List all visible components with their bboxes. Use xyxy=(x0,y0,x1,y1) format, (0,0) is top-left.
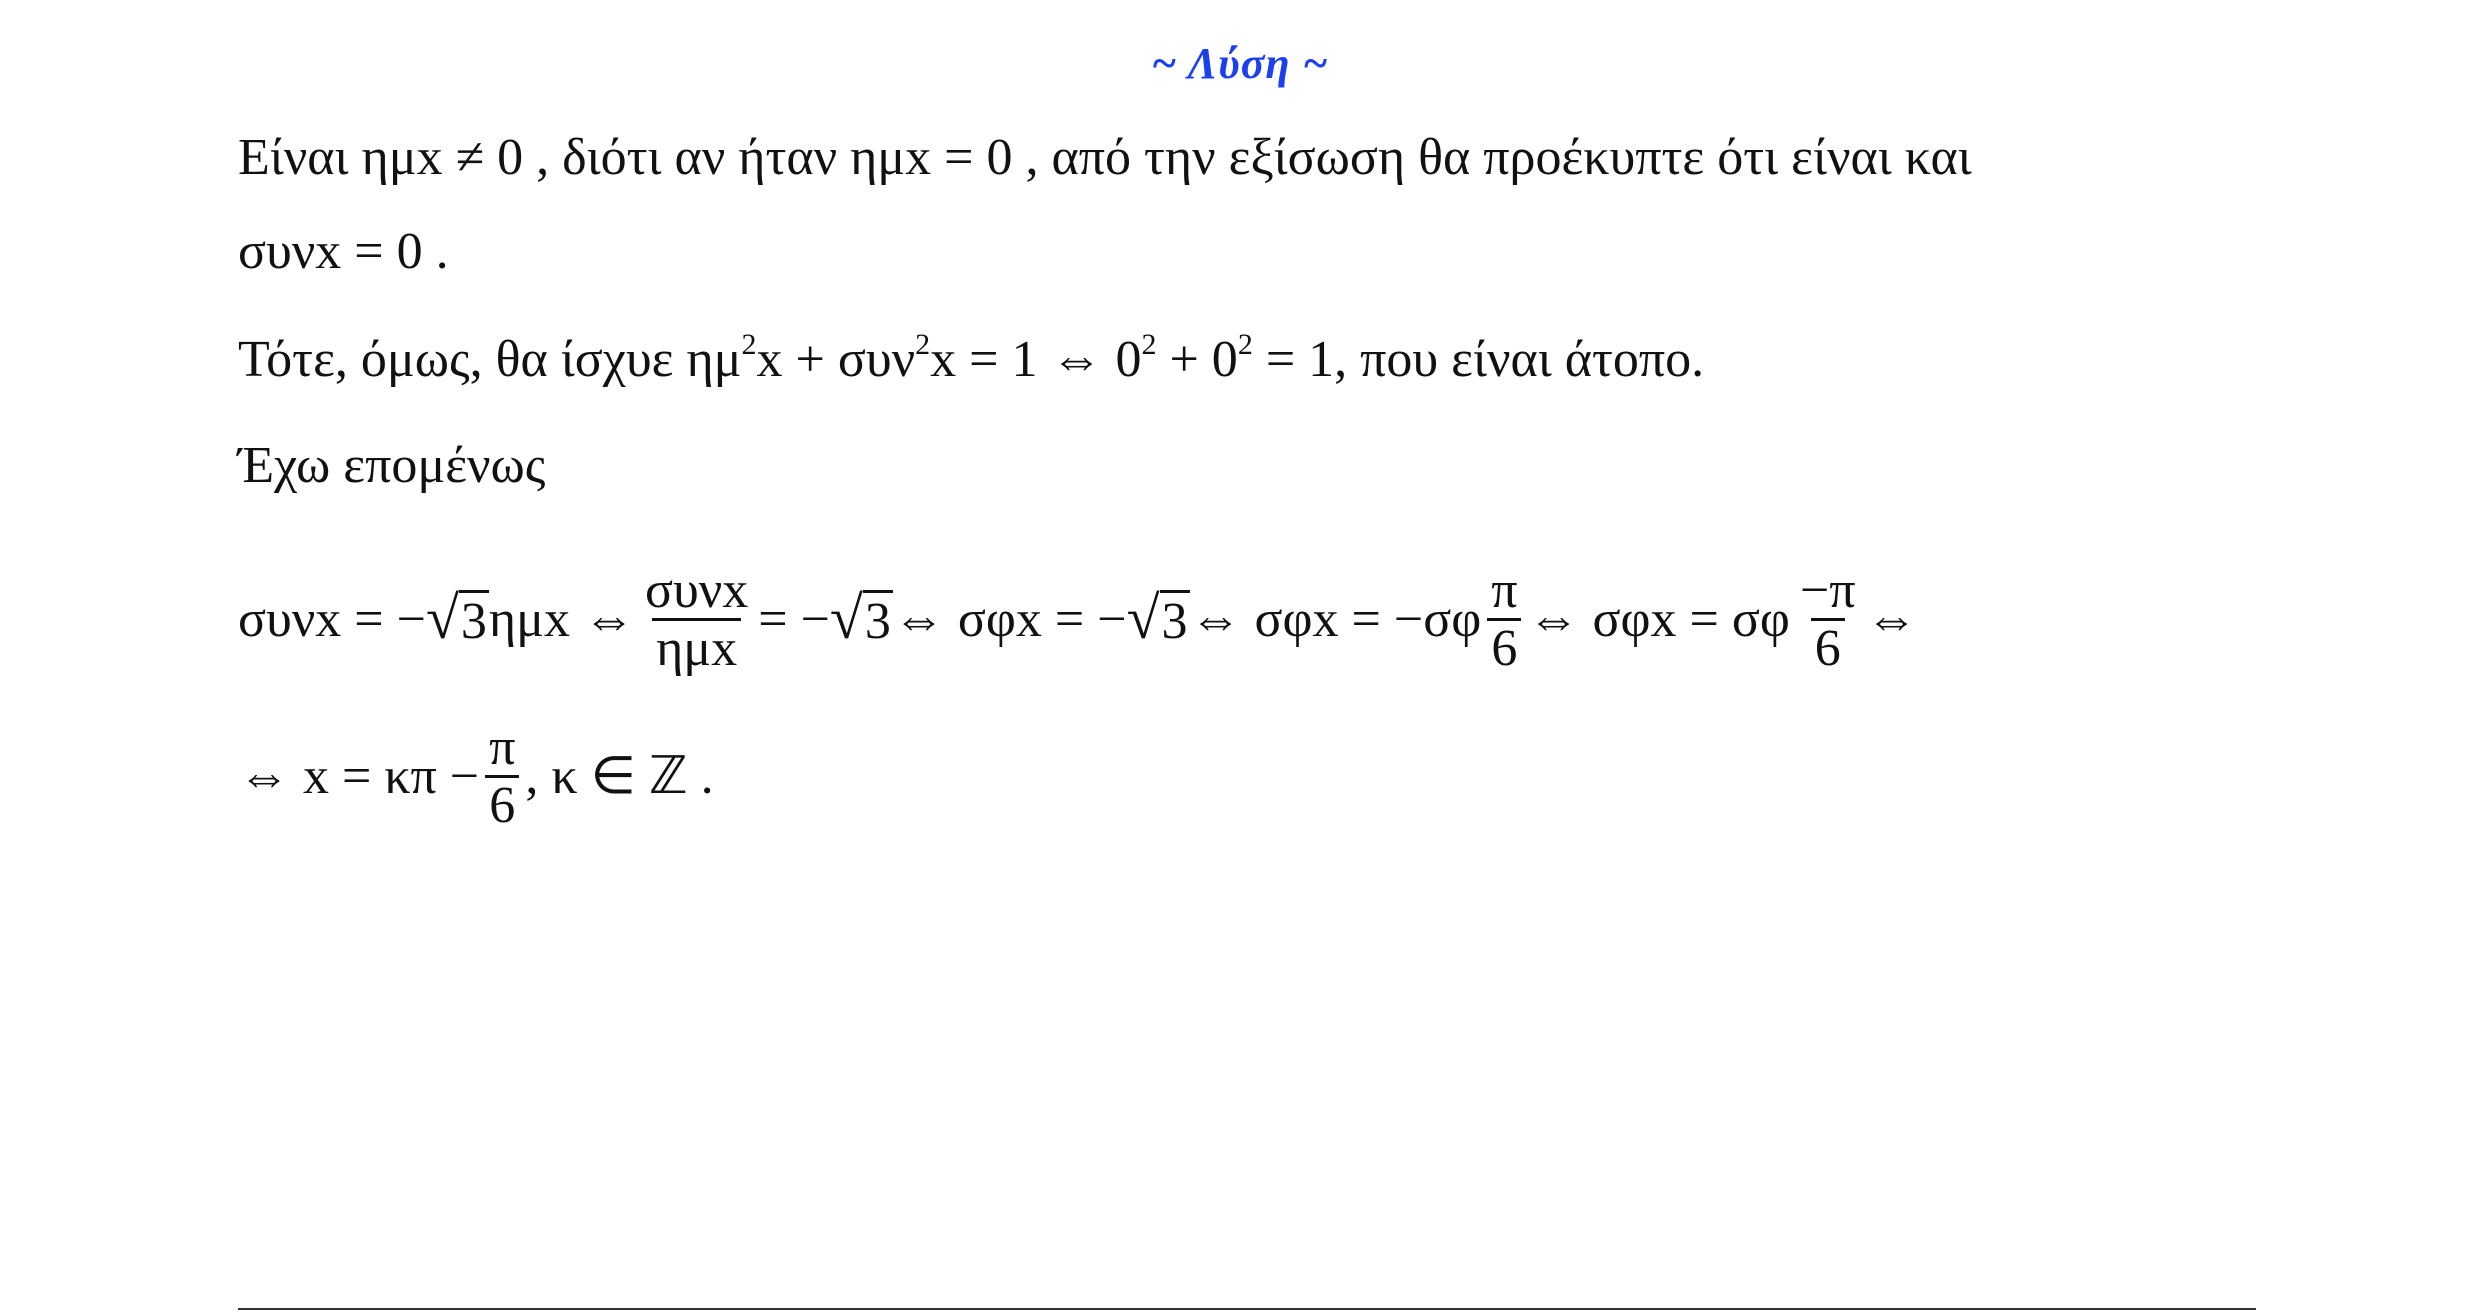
radicand-3: 3 xyxy=(1160,590,1190,650)
line-3-sup-a: 2 xyxy=(741,328,757,361)
line-3-math-b: x + συν xyxy=(756,331,916,388)
eq5-part-d: ⇔ σφx = − xyxy=(892,591,1127,648)
fraction-cos-over-sin xyxy=(641,561,752,677)
fraction-3-denominator: 6 xyxy=(1811,618,1845,677)
sqrt-2 xyxy=(829,585,893,652)
line-1-text-3: , από την εξίσωση θα προέκυπτε ότι είναι και xyxy=(1012,129,1972,186)
radicand-1: 3 xyxy=(459,590,489,650)
sqrt-1 xyxy=(425,585,489,652)
line-3-sup-c: 2 xyxy=(1141,328,1157,361)
solution-title: ~ Λύση ~ xyxy=(1151,39,1329,88)
eq5-part-b: ημx ⇔ xyxy=(488,591,635,648)
line-1-text-2: , διότι αν ήταν xyxy=(523,129,851,186)
line-3 xyxy=(238,330,1704,390)
radical-sign: √ xyxy=(829,585,863,651)
fraction-4-numerator: π xyxy=(489,718,516,776)
sqrt-3 xyxy=(1126,585,1190,652)
line-4 xyxy=(238,436,545,496)
fraction-3-numerator: −π xyxy=(1799,561,1856,619)
line-2-math-1: συνx = 0 xyxy=(238,223,423,280)
line-3-text-2: , που είναι άτοπο. xyxy=(1334,331,1705,388)
line-3-math-d: + 0 xyxy=(1156,331,1238,388)
line-1-math-2: ημx = 0 xyxy=(850,129,1013,186)
fraction-pi-over-6-final xyxy=(485,718,519,834)
eq5-part-c: = − xyxy=(758,591,830,648)
eq5-part-a: συνx = − xyxy=(238,591,426,648)
line-3-text-1: Τότε, όμως, θα ίσχυε xyxy=(238,331,687,388)
fraction-4-denominator: 6 xyxy=(485,775,519,834)
fraction-pi-over-6 xyxy=(1487,561,1521,677)
eq5-part-e: ⇔ σφx = −σφ xyxy=(1189,591,1482,648)
fraction-minus-pi-over-6 xyxy=(1796,561,1860,677)
eq6-part-b: , κ ∈ ℤ . xyxy=(525,748,714,805)
line-3-math-e: = 1 xyxy=(1252,331,1335,388)
radical-sign: √ xyxy=(1126,585,1160,651)
line-3-sup-b: 2 xyxy=(915,328,931,361)
line-3-math-a: ημ xyxy=(686,331,742,388)
line-3-sup-d: 2 xyxy=(1237,328,1253,361)
bottom-divider xyxy=(238,1308,2256,1310)
fraction-1-denominator: ημx xyxy=(652,618,741,677)
eq6-part-a: ⇔ x = κπ − xyxy=(238,748,480,805)
line-5-equation xyxy=(238,560,1918,680)
line-1-text-1: Είναι xyxy=(238,129,362,186)
line-2 xyxy=(238,222,449,282)
radical-sign: √ xyxy=(425,585,459,651)
eq5-part-g: ⇔ xyxy=(1865,591,1918,648)
eq5-part-f: ⇔ σφx = σφ xyxy=(1527,591,1790,648)
line-6-equation xyxy=(238,718,714,834)
line-1-math-1: ημx ≠ 0 xyxy=(361,129,524,186)
line-1 xyxy=(238,128,1972,188)
line-3-math-c: x = 1 ⇔ 0 xyxy=(930,331,1142,388)
line-2-text-1: . xyxy=(422,223,449,280)
fraction-1-numerator: συνx xyxy=(644,561,749,619)
radicand-2: 3 xyxy=(863,590,893,650)
line-4-text-1: Έχω επομένως xyxy=(238,437,546,494)
fraction-2-denominator: 6 xyxy=(1487,618,1521,677)
fraction-2-numerator: π xyxy=(1491,561,1518,619)
